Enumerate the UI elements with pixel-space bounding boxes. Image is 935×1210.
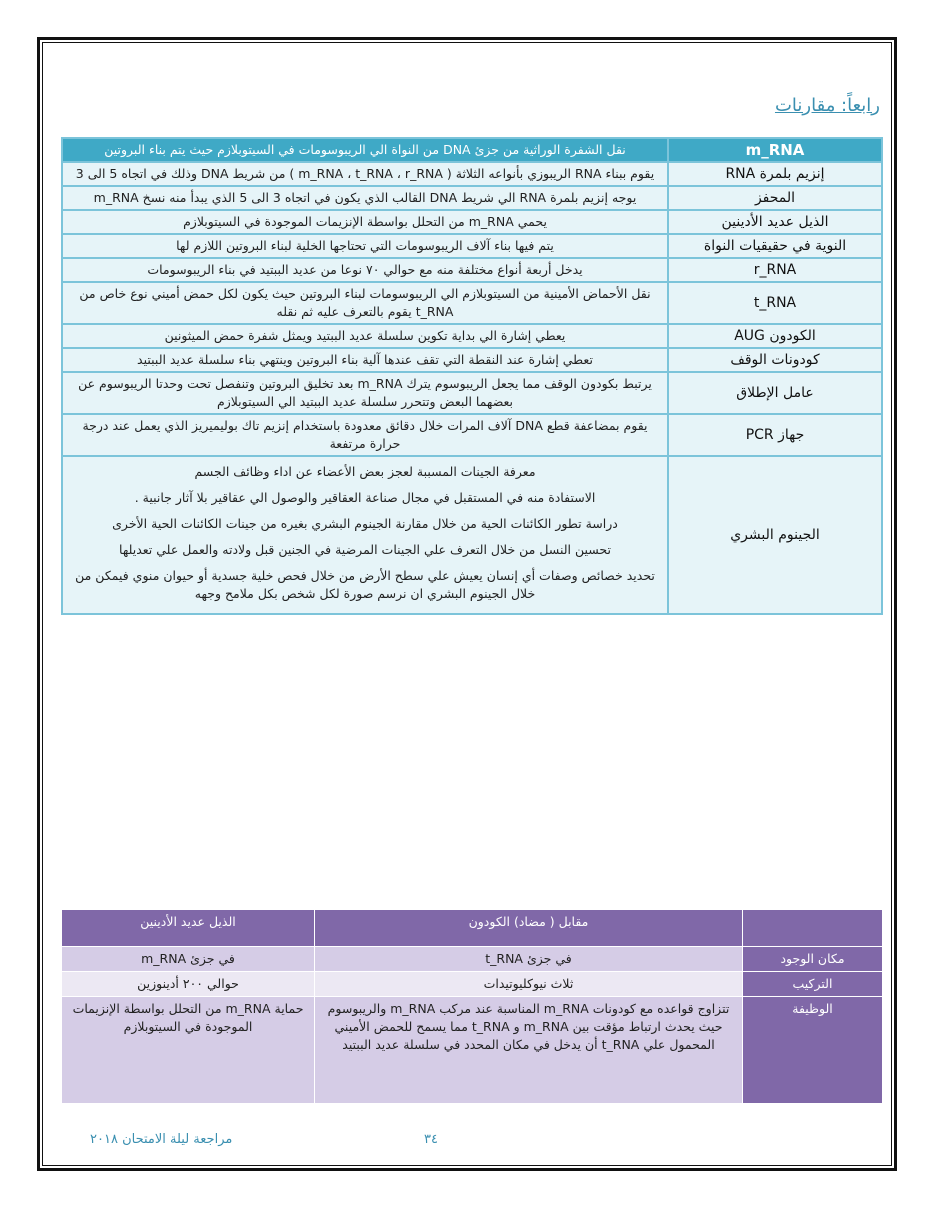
description-text: تحديد خصائص وصفات أي إنسان يعيش علي سطح الأرض من خلال فحص خلية جسدية أو حيوان منوي فيمكن من خلال الجينوم البشري ان نرسم صورة لكل شخص بكل ملامح وجهه <box>75 568 655 601</box>
definition-row <box>62 372 882 414</box>
description-cell <box>62 372 668 414</box>
row-label: التركيب <box>743 972 883 997</box>
term-cell: r_RNA <box>668 258 882 282</box>
anticodon-cell: ثلاث نيوكليوتيدات <box>315 972 743 997</box>
description-text: نقل الأحماض الأمينية من السيتوبلازم الي الريبوسومات لبناء البروتين حيث يكون لكل حمض أميني نوع خاص من t_RNA يقوم بالتعرف عليه ثم نقله <box>79 286 651 319</box>
definition-row <box>62 282 882 324</box>
description-text: الاستفادة منه في المستقبل في مجال صناعة العقاقير والوصول الي عقاقير بلا آثار جانبية . <box>134 490 596 505</box>
definition-row <box>62 210 882 234</box>
term-cell: الكودون AUG <box>668 324 882 348</box>
definition-row <box>62 186 882 210</box>
description-text: نقل الشفرة الوراثية من جزئ DNA من النواة الي الريبوسومات في السيتوبلازم حيث يتم بناء البروتين <box>104 142 626 157</box>
comparison-header-row <box>62 910 883 947</box>
description-text: دراسة تطور الكائنات الحية من خلال مقارنة الجينوم البشري بغيره من جينات الكائنات الحية الأخرى <box>112 516 618 531</box>
description-cell <box>62 282 668 324</box>
description-text: يتم فيها بناء آلاف الريبوسومات التي تحتاجها الخلية لبناء البروتين اللازم لها <box>176 238 554 253</box>
comparison-header-polya: الذيل عديد الأدينين <box>62 910 315 947</box>
description-text: يوجه إنزيم بلمرة RNA الي شريط DNA القالب الذي يكون في اتجاه 3 الى 5 الذي يبدأ منه نسخ m_RNA <box>93 190 637 205</box>
description-text: يدخل أربعة أنواع مختلفة منه مع حوالي ٧٠ نوعا من عديد الببتيد في بناء الريبوسومات <box>147 262 583 277</box>
definitions-table <box>61 137 883 615</box>
definition-row <box>62 456 882 614</box>
definition-row <box>62 348 882 372</box>
definition-row <box>62 138 882 162</box>
definition-row <box>62 258 882 282</box>
anticodon-cell: في جزئ t_RNA <box>315 947 743 972</box>
description-cell <box>62 456 668 614</box>
definition-row <box>62 234 882 258</box>
description-text: يرتبط بكودون الوقف مما يجعل الريبوسوم يترك m_RNA بعد تخليق البروتين وتنفصل تحت وحدتا الريبوسوم عن بعضهما البعض وتتحرر سلسلة عديد الببتيد الي السيتوبلازم <box>78 376 652 409</box>
term-cell: m_RNA <box>668 138 882 162</box>
description-text: يقوم ببناء RNA الريبوزي بأنواعه الثلاثة ( m_RNA ، t_RNA ، r_RNA ) من شريط DNA وذلك في اتجاه 5 الى 3 <box>75 166 655 181</box>
description-cell <box>62 162 668 186</box>
description-text: يقوم بمضاعفة قطع DNA آلاف المرات خلال دقائق معدودة باستخدام إنزيم تاك بوليميريز الذي يعمل عند درجة حرارة مرتفعة <box>82 418 648 451</box>
term-cell: الجينوم البشري <box>668 456 882 614</box>
description-cell <box>62 234 668 258</box>
definition-row <box>62 162 882 186</box>
description-cell <box>62 138 668 162</box>
polya-cell: في جزئ m_RNA <box>62 947 315 972</box>
comparison-row-location <box>62 947 883 972</box>
comparison-header-empty <box>743 910 883 947</box>
description-text: يحمي m_RNA من التحلل بواسطة الإنزيمات الموجودة في السيتوبلازم <box>183 214 547 229</box>
term-cell: عامل الإطلاق <box>668 372 882 414</box>
description-text: تحسين النسل من خلال التعرف علي الجينات المرضية في الجنين قبل ولادته والعمل علي تعديلها <box>119 542 611 557</box>
description-cell <box>62 186 668 210</box>
page-number: ٣٤ <box>424 1132 438 1147</box>
row-label: الوظيفة <box>743 997 883 1104</box>
term-cell: كودونات الوقف <box>668 348 882 372</box>
comparison-row-function <box>62 997 883 1104</box>
term-cell: المحفز <box>668 186 882 210</box>
polya-cell: حوالي ٢٠٠ أدينوزين <box>62 972 315 997</box>
term-cell: الذيل عديد الأدينين <box>668 210 882 234</box>
term-cell: إنزيم بلمرة RNA <box>668 162 882 186</box>
anticodon-cell: تتزاوج قواعده مع كودونات m_RNA المناسبة عند مركب m_RNA والريبوسوم حيث يحدث ارتباط مؤقت بين m_RNA و t_RNA مما يسمح للحمض الأميني المحمول علي t_RNA أن يدخل في مكان المحدد في سلسلة عديد الببتيد <box>315 997 743 1104</box>
description-text: يعطي إشارة الي بداية تكوين سلسلة عديد الببتيد ويمثل شفرة حمض الميثونين <box>164 328 566 343</box>
description-cell <box>62 348 668 372</box>
description-cell <box>62 414 668 456</box>
comparison-row-structure <box>62 972 883 997</box>
description-text: تعطي إشارة عند النقطة التي تقف عندها آلية بناء البروتين وينتهي بناء سلسلة عديد الببتيد <box>137 352 593 367</box>
polya-cell: حماية m_RNA من التحلل بواسطة الإنزيمات الموجودة في السيتوبلازم <box>62 997 315 1104</box>
term-cell: t_RNA <box>668 282 882 324</box>
term-cell: النوية في حقيقيات النواة <box>668 234 882 258</box>
description-cell <box>62 210 668 234</box>
comparison-header-anticodon: مقابل ( مضاد) الكودون <box>315 910 743 947</box>
definition-row <box>62 324 882 348</box>
description-cell <box>62 324 668 348</box>
section-title: رابعاً: مقارنات <box>774 95 880 116</box>
definition-row <box>62 414 882 456</box>
description-cell <box>62 258 668 282</box>
term-cell: جهاز PCR <box>668 414 882 456</box>
comparison-table <box>61 909 883 1104</box>
footer-text: مراجعة ليلة الامتحان ٢٠١٨ <box>90 1132 233 1147</box>
row-label: مكان الوجود <box>743 947 883 972</box>
description-text: معرفة الجينات المسببة لعجز بعض الأعضاء عن اداء وظائف الجسم <box>194 464 536 479</box>
